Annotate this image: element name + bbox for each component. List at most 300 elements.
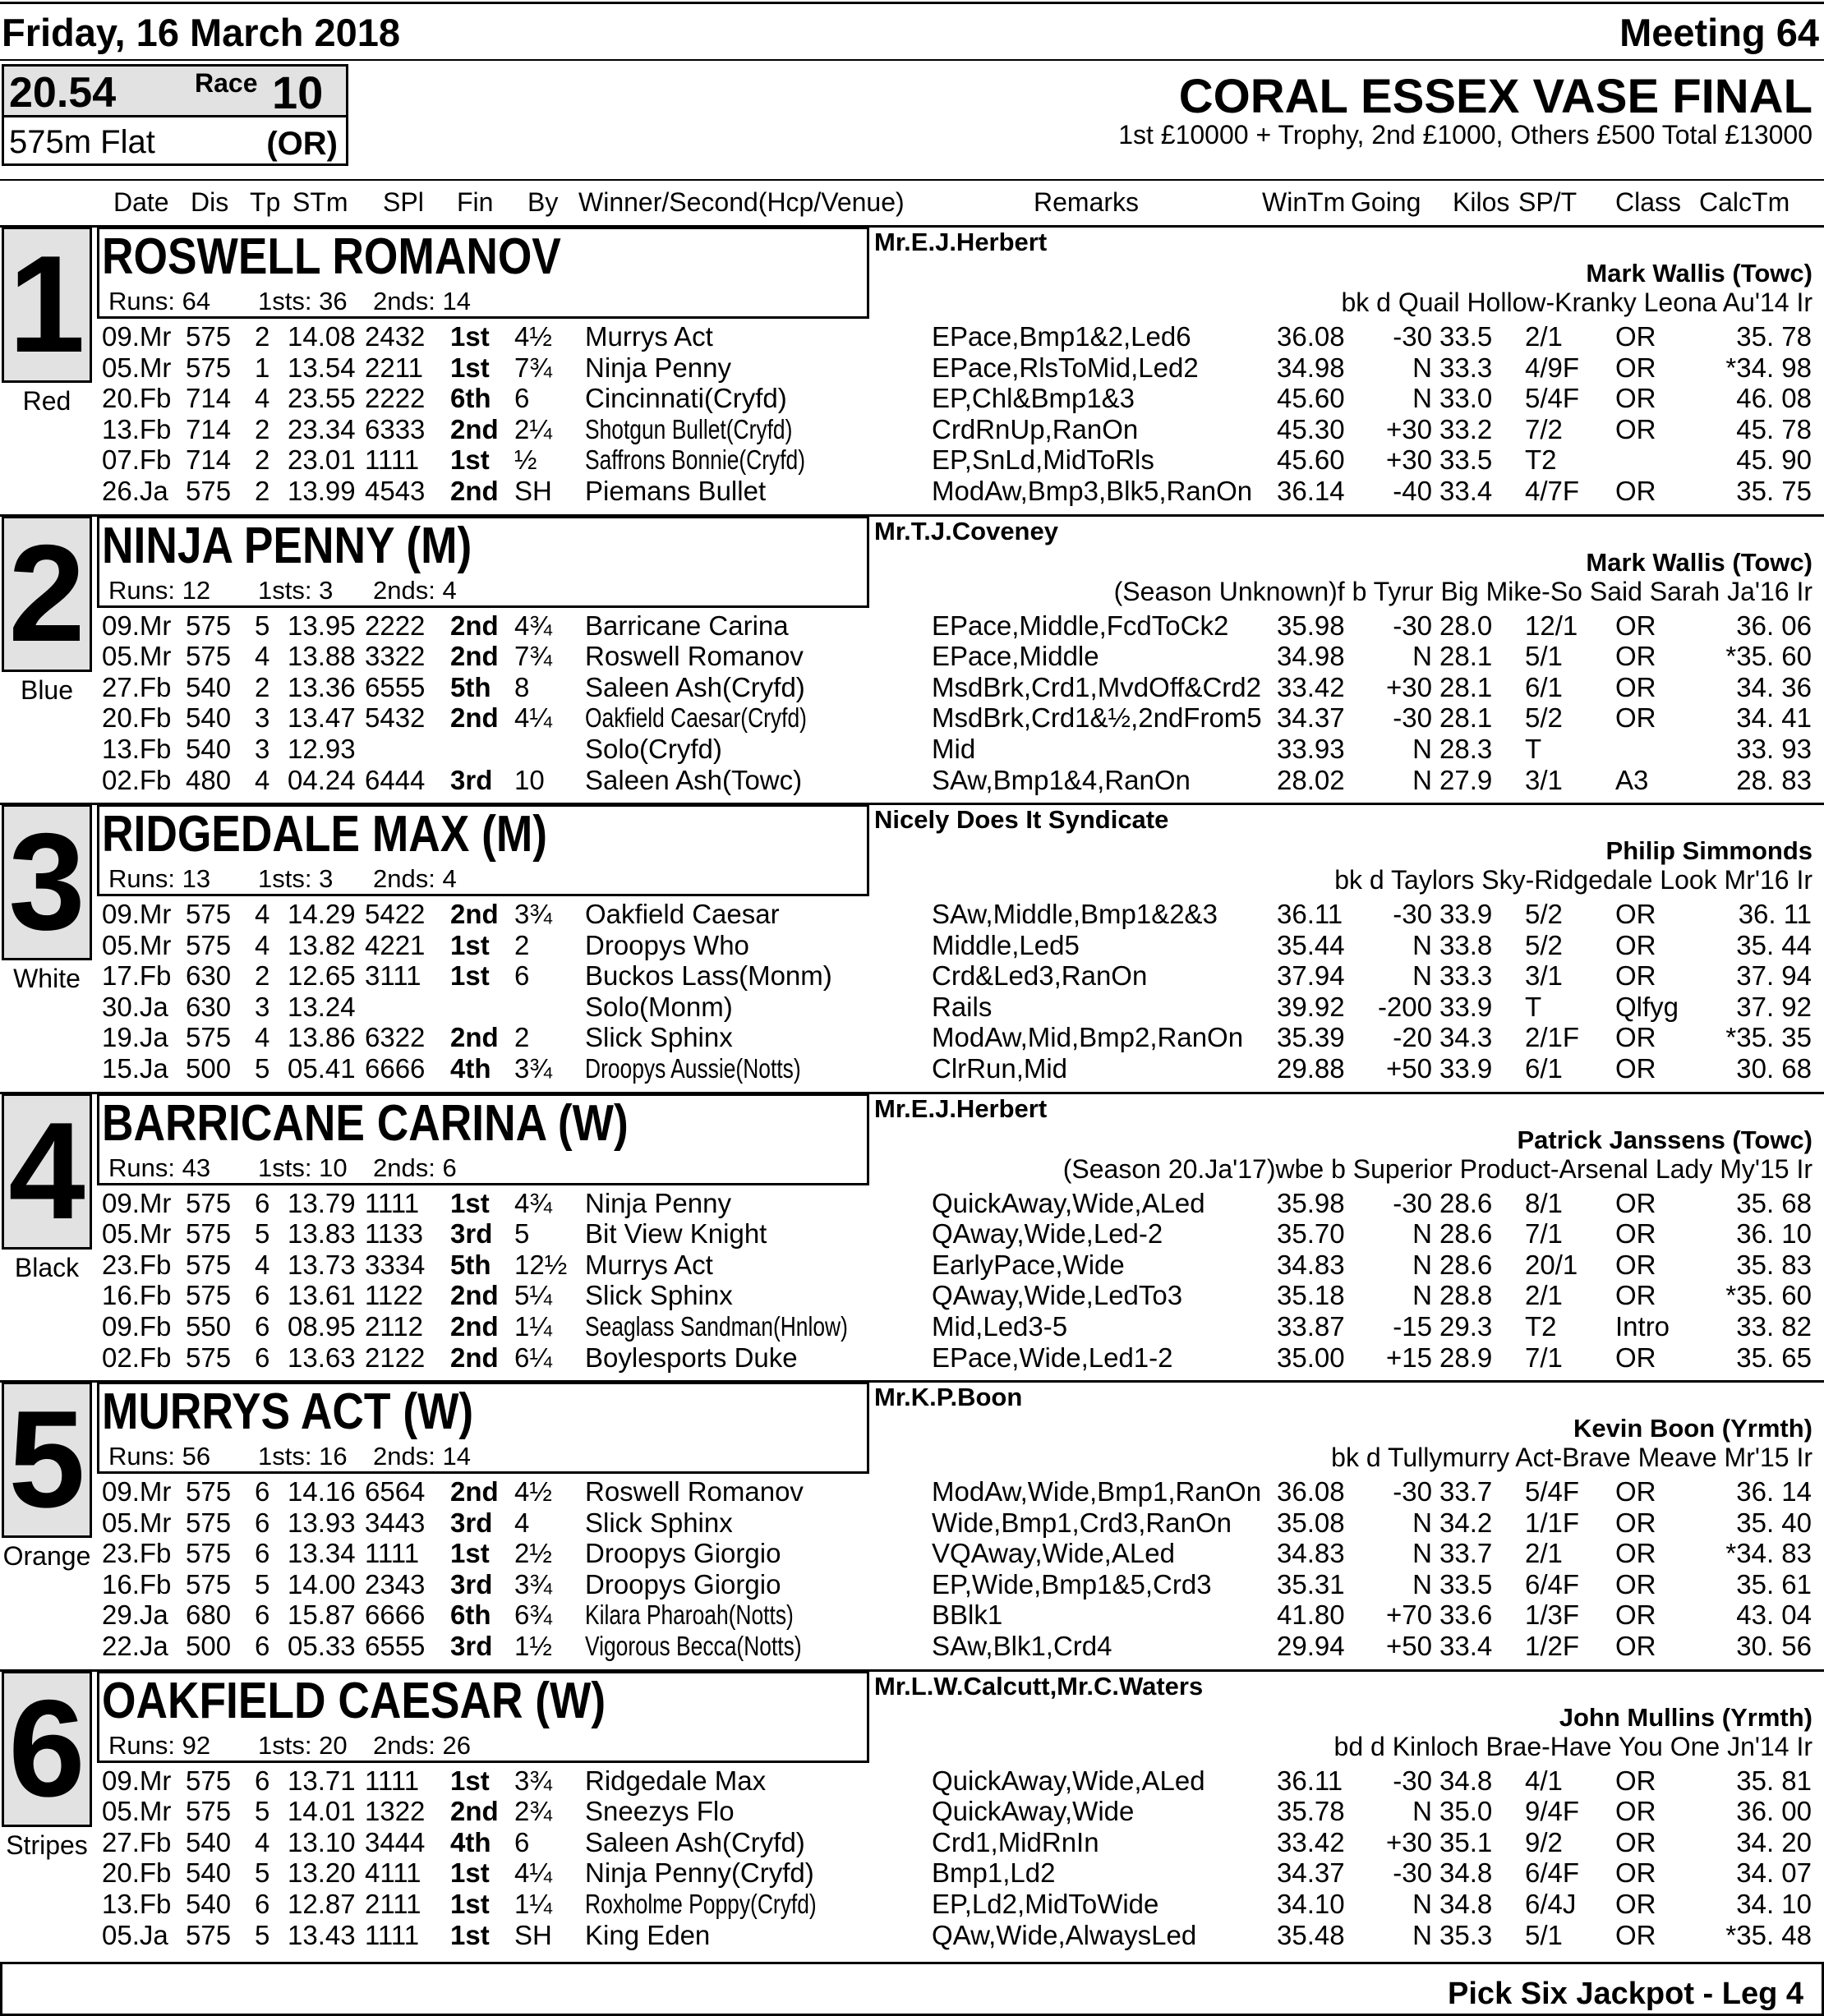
form-calctm: 36. 11 <box>1738 899 1812 929</box>
form-class: A3 <box>1615 764 1649 795</box>
form-wintm: 35.98 <box>1277 1187 1345 1218</box>
form-row <box>0 672 1824 702</box>
form-fin: 3rd <box>450 1507 493 1538</box>
form-remarks: BBlk1 <box>932 1599 1003 1631</box>
form-dis: 540 <box>186 733 232 764</box>
col-spl: SPl <box>383 187 424 217</box>
firsts-count: 1sts: 36 <box>258 287 348 315</box>
form-class: OR <box>1615 1857 1656 1889</box>
form-dis: 550 <box>186 1310 232 1342</box>
breeding: bd d Kinloch Brae-Have You One Jn'14 Ir <box>1333 1731 1812 1761</box>
form-dis: 575 <box>186 352 232 383</box>
form-winner: Slick Sphinx <box>585 1022 733 1053</box>
seconds-count: 2nds: 14 <box>373 1442 471 1471</box>
form-calctm: 33. 93 <box>1736 733 1812 764</box>
form-spt: 12/1 <box>1525 610 1578 641</box>
form-spl: 6564 <box>365 1476 426 1507</box>
form-calctm: 37. 94 <box>1736 960 1812 992</box>
form-going: +30 <box>1386 444 1432 476</box>
form-tp: 2 <box>255 476 270 506</box>
form-winner: Droopys Aussie(Notts) <box>585 1053 801 1084</box>
form-kilos: 28.1 <box>1439 641 1493 672</box>
form-row <box>0 1599 1824 1630</box>
form-by: 4¾ <box>514 1187 552 1218</box>
form-fin: 1st <box>450 352 490 383</box>
form-dis: 575 <box>186 1765 232 1796</box>
form-wintm: 35.31 <box>1277 1568 1345 1599</box>
form-spl: 5432 <box>365 702 426 734</box>
form-tp: 6 <box>255 1310 270 1342</box>
runs-count: Runs: 92 <box>108 1730 211 1760</box>
form-calctm: 34. 10 <box>1736 1888 1812 1919</box>
form-fin: 1st <box>450 321 490 352</box>
form-going: N <box>1412 383 1432 414</box>
form-stm: 05.33 <box>288 1631 356 1661</box>
form-class: OR <box>1615 352 1656 383</box>
form-winner: Cincinnati(Cryfd) <box>585 383 787 414</box>
form-row <box>0 992 1824 1022</box>
form-fin: 2nd <box>450 1796 499 1827</box>
form-dis: 540 <box>186 702 232 734</box>
form-winner: Saleen Ash(Cryfd) <box>585 1826 805 1857</box>
form-stm: 13.54 <box>288 352 356 383</box>
form-row <box>0 1796 1824 1826</box>
race-label: Race <box>195 68 258 98</box>
form-remarks: Rails <box>932 991 993 1022</box>
form-dis: 540 <box>186 671 232 702</box>
form-by: 1¼ <box>514 1888 552 1919</box>
form-spt: T <box>1525 991 1542 1022</box>
form-winner: Ninja Penny <box>585 352 731 383</box>
form-going: +30 <box>1386 1826 1432 1857</box>
form-by: 5¼ <box>514 1280 552 1311</box>
form-calctm: 35. 68 <box>1736 1187 1812 1218</box>
form-wintm: 29.94 <box>1277 1631 1345 1661</box>
form-winner: Vigorous Becca(Notts) <box>585 1631 802 1661</box>
form-kilos: 33.6 <box>1439 1599 1493 1631</box>
form-wintm: 36.14 <box>1277 476 1345 506</box>
form-remarks: QAw,Wide,AlwaysLed <box>932 1919 1197 1950</box>
form-spl: 4543 <box>365 476 426 506</box>
trap-number: 1 <box>8 227 85 381</box>
form-by: 12½ <box>514 1249 568 1280</box>
form-kilos: 34.8 <box>1439 1857 1493 1889</box>
form-winner: Ninja Penny <box>585 1187 731 1218</box>
breeding: (Season 20.Ja'17)wbe b Superior Product-Arsenal Lady My'15 Ir <box>1062 1153 1812 1184</box>
firsts-count: 1sts: 10 <box>258 1153 348 1182</box>
form-going: +50 <box>1386 1053 1432 1084</box>
col-spt: SP/T <box>1518 187 1578 217</box>
form-dis: 575 <box>186 610 232 641</box>
form-class: OR <box>1615 1631 1656 1661</box>
form-dis: 575 <box>186 476 232 506</box>
form-kilos: 33.9 <box>1439 899 1493 929</box>
form-fin: 1st <box>450 444 490 476</box>
form-calctm: 37. 92 <box>1736 991 1812 1022</box>
trap-colour: Stripes <box>6 1830 88 1860</box>
form-calctm: 35. 61 <box>1736 1568 1812 1599</box>
form-kilos: 33.3 <box>1439 352 1493 383</box>
form-spl: 6322 <box>365 1022 426 1053</box>
form-spt: 7/1 <box>1525 1218 1563 1250</box>
form-tp: 6 <box>255 1599 270 1631</box>
form-calctm: *35. 48 <box>1725 1919 1812 1950</box>
form-tp: 6 <box>255 1888 270 1919</box>
seconds-count: 2nds: 4 <box>373 864 457 893</box>
footer-box <box>0 1962 1824 2016</box>
form-going: N <box>1412 929 1432 960</box>
form-class: OR <box>1615 1507 1656 1538</box>
form-dis: 630 <box>186 991 232 1022</box>
form-wintm: 36.11 <box>1277 1765 1343 1796</box>
runs-count: Runs: 12 <box>108 575 211 605</box>
form-spl: 3111 <box>365 960 421 992</box>
form-row <box>0 1765 1824 1796</box>
form-spt: 2/1 <box>1525 321 1563 352</box>
form-wintm: 33.42 <box>1277 671 1345 702</box>
form-date: 16.Fb <box>102 1280 172 1311</box>
form-class: OR <box>1615 641 1656 672</box>
form-calctm: 36. 14 <box>1736 1476 1812 1507</box>
form-calctm: 36. 06 <box>1736 610 1812 641</box>
form-stm: 14.16 <box>288 1476 356 1507</box>
header-rule <box>0 59 1824 61</box>
form-fin: 5th <box>450 1249 491 1280</box>
form-row <box>0 1538 1824 1568</box>
form-stm: 05.41 <box>288 1053 356 1084</box>
form-going: N <box>1412 1919 1432 1950</box>
form-spt: 1/2F <box>1525 1631 1580 1661</box>
form-row <box>0 383 1824 413</box>
form-tp: 5 <box>255 1919 270 1950</box>
form-kilos: 33.5 <box>1439 1568 1493 1599</box>
form-spl: 3444 <box>365 1826 426 1857</box>
form-date: 20.Fb <box>102 1857 172 1889</box>
form-dis: 575 <box>186 1218 232 1250</box>
form-spt: 5/2 <box>1525 899 1563 929</box>
form-tp: 4 <box>255 383 270 414</box>
col-class: Class <box>1615 187 1682 217</box>
form-class: OR <box>1615 899 1656 929</box>
owner: Mr.E.J.Herbert <box>874 1093 1048 1123</box>
form-tp: 5 <box>255 1796 270 1827</box>
form-class: OR <box>1615 702 1656 734</box>
dog-name: ROSWELL ROMANOV <box>102 228 561 285</box>
form-spl: 6666 <box>365 1053 426 1084</box>
form-stm: 14.08 <box>288 321 356 352</box>
form-row <box>0 444 1824 475</box>
form-spl: 1133 <box>365 1218 423 1250</box>
firsts-count: 1sts: 3 <box>258 864 334 893</box>
form-going: -20 <box>1393 1022 1432 1053</box>
form-by: 4¼ <box>514 702 552 734</box>
form-stm: 14.29 <box>288 899 356 929</box>
form-row <box>0 476 1824 506</box>
form-going: N <box>1412 1538 1432 1569</box>
col-remarks: Remarks <box>1034 187 1140 217</box>
form-spt: T2 <box>1525 1310 1557 1342</box>
trap-number: 5 <box>8 1382 85 1536</box>
form-calctm: 46. 08 <box>1736 383 1812 414</box>
form-date: 29.Ja <box>102 1599 168 1631</box>
race-number: 10 <box>272 67 324 118</box>
owner: Mr.L.W.Calcutt,Mr.C.Waters <box>874 1671 1204 1701</box>
form-by: 2 <box>514 929 530 960</box>
form-stm: 14.01 <box>288 1796 356 1827</box>
form-spl: 2122 <box>365 1342 426 1373</box>
form-dis: 714 <box>186 383 232 414</box>
form-calctm: 43. 04 <box>1736 1599 1812 1631</box>
form-spl: 2111 <box>365 1888 421 1919</box>
form-fin: 2nd <box>450 1022 499 1053</box>
form-going: +30 <box>1386 671 1432 702</box>
form-kilos: 33.4 <box>1439 1631 1493 1661</box>
form-stm: 04.24 <box>288 764 356 795</box>
form-winner: Ridgedale Max <box>585 1765 767 1796</box>
form-tp: 4 <box>255 1249 270 1280</box>
form-wintm: 34.37 <box>1277 702 1345 734</box>
form-spt: T <box>1525 733 1542 764</box>
form-calctm: 36. 00 <box>1736 1796 1812 1827</box>
form-row <box>0 960 1824 991</box>
form-dis: 575 <box>186 1796 232 1827</box>
form-by: 5 <box>514 1218 530 1250</box>
form-spt: 3/1 <box>1525 764 1563 795</box>
owner: Mr.T.J.Coveney <box>874 516 1058 545</box>
form-winner: King Eden <box>585 1919 711 1950</box>
form-spt: 5/2 <box>1525 702 1563 734</box>
form-remarks: EP,Ld2,MidToWide <box>932 1888 1159 1919</box>
form-remarks: EPace,RlsToMid,Led2 <box>932 352 1199 383</box>
form-kilos: 33.3 <box>1439 960 1493 992</box>
form-row <box>0 1053 1824 1084</box>
breeding: bk d Taylors Sky-Ridgedale Look Mr'16 Ir <box>1334 865 1812 895</box>
form-remarks: ModAw,Wide,Bmp1,RanOn <box>932 1476 1262 1507</box>
form-kilos: 34.8 <box>1439 1888 1493 1919</box>
form-dis: 575 <box>186 1022 232 1053</box>
form-fin: 2nd <box>450 1310 499 1342</box>
form-winner: Roswell Romanov <box>585 1476 804 1507</box>
footer-text: Pick Six Jackpot - Leg 4 <box>1448 1977 1803 2011</box>
form-row <box>0 1631 1824 1661</box>
form-winner: Boylesports Duke <box>585 1342 798 1373</box>
form-tp: 6 <box>255 1476 270 1507</box>
form-winner: Slick Sphinx <box>585 1280 733 1311</box>
form-calctm: *35. 35 <box>1725 1022 1812 1053</box>
form-tp: 5 <box>255 1857 270 1889</box>
form-spt: T2 <box>1525 444 1557 476</box>
form-calctm: *35. 60 <box>1725 641 1812 672</box>
form-by: ½ <box>514 444 537 476</box>
form-calctm: 28. 83 <box>1736 764 1812 795</box>
form-stm: 13.73 <box>288 1249 356 1280</box>
trainer: Patrick Janssens (Towc) <box>1517 1125 1812 1154</box>
top-rule <box>0 2 1824 4</box>
form-dis: 575 <box>186 929 232 960</box>
form-dis: 540 <box>186 1826 232 1857</box>
form-kilos: 27.9 <box>1439 764 1493 795</box>
owner: Mr.K.P.Boon <box>874 1383 1023 1411</box>
form-row <box>0 1507 1824 1538</box>
form-stm: 08.95 <box>288 1310 356 1342</box>
form-date: 27.Fb <box>102 1826 172 1857</box>
form-kilos: 33.9 <box>1439 991 1493 1022</box>
form-fin: 6th <box>450 383 491 414</box>
form-tp: 5 <box>255 610 270 641</box>
form-spt: 9/2 <box>1525 1826 1563 1857</box>
form-by: 6¾ <box>514 1599 552 1631</box>
form-tp: 4 <box>255 1826 270 1857</box>
form-wintm: 35.78 <box>1277 1796 1345 1827</box>
form-class: OR <box>1615 1919 1656 1950</box>
form-by: 3¾ <box>514 899 552 929</box>
form-remarks: CrdRnUp,RanOn <box>932 413 1139 444</box>
form-winner: Droopys Giorgio <box>585 1568 781 1599</box>
runs-count: Runs: 64 <box>108 287 211 315</box>
form-remarks: EP,Wide,Bmp1&5,Crd3 <box>932 1568 1212 1599</box>
trap-colour: White <box>13 964 81 993</box>
form-calctm: 45. 90 <box>1736 444 1812 476</box>
form-spt: 4/9F <box>1525 352 1580 383</box>
form-fin: 6th <box>450 1599 491 1631</box>
form-going: -200 <box>1377 991 1432 1022</box>
form-date: 09.Mr <box>102 610 172 641</box>
form-winner: Buckos Lass(Monm) <box>585 960 832 992</box>
form-going: -30 <box>1393 1857 1432 1889</box>
form-stm: 13.99 <box>288 476 356 506</box>
form-wintm: 35.00 <box>1277 1342 1345 1373</box>
form-spt: 5/2 <box>1525 929 1563 960</box>
form-stm: 13.63 <box>288 1342 356 1373</box>
form-kilos: 33.4 <box>1439 476 1493 506</box>
form-row <box>0 899 1824 929</box>
form-going: N <box>1412 1280 1432 1311</box>
form-remarks: Mid,Led3-5 <box>932 1310 1068 1342</box>
form-by: 2¾ <box>514 1796 552 1827</box>
form-class: OR <box>1615 1342 1656 1373</box>
form-tp: 2 <box>255 444 270 476</box>
form-going: -40 <box>1393 476 1432 506</box>
form-fin: 2nd <box>450 899 499 929</box>
form-fin: 5th <box>450 671 491 702</box>
form-fin: 1st <box>450 1919 490 1950</box>
form-wintm: 35.98 <box>1277 610 1345 641</box>
form-wintm: 33.87 <box>1277 1310 1345 1342</box>
form-fin: 2nd <box>450 1342 499 1373</box>
form-date: 09.Mr <box>102 1187 172 1218</box>
form-fin: 4th <box>450 1826 491 1857</box>
form-tp: 5 <box>255 1053 270 1084</box>
form-row <box>0 930 1824 960</box>
form-kilos: 33.7 <box>1439 1538 1493 1569</box>
form-dis: 714 <box>186 413 232 444</box>
form-dis: 714 <box>186 444 232 476</box>
form-row <box>0 1311 1824 1342</box>
form-kilos: 34.3 <box>1439 1022 1493 1053</box>
form-remarks: QAway,Wide,LedTo3 <box>932 1280 1183 1311</box>
form-wintm: 33.42 <box>1277 1826 1345 1857</box>
form-tp: 4 <box>255 929 270 960</box>
form-stm: 13.36 <box>288 671 356 702</box>
form-spt: 8/1 <box>1525 1187 1563 1218</box>
form-going: +50 <box>1386 1631 1432 1661</box>
form-remarks: EPace,Middle <box>932 641 1099 672</box>
col-kilos: Kilos <box>1453 187 1510 217</box>
form-class: OR <box>1615 1476 1656 1507</box>
form-date: 02.Fb <box>102 1342 172 1373</box>
form-calctm: 36. 10 <box>1736 1218 1812 1250</box>
col-by: By <box>527 187 559 217</box>
form-remarks: QuickAway,Wide <box>932 1796 1135 1827</box>
form-wintm: 29.88 <box>1277 1053 1345 1084</box>
form-spt: 3/1 <box>1525 960 1563 992</box>
form-dis: 540 <box>186 1857 232 1889</box>
meeting-number: Meeting 64 <box>1619 11 1819 54</box>
trainer: John Mullins (Yrmth) <box>1559 1702 1812 1732</box>
form-calctm: 34. 07 <box>1736 1857 1812 1889</box>
form-date: 13.Fb <box>102 413 172 444</box>
form-row <box>0 1250 1824 1280</box>
form-going: N <box>1412 1507 1432 1538</box>
form-date: 15.Ja <box>102 1053 168 1084</box>
form-by: 2 <box>514 1022 530 1053</box>
form-dis: 575 <box>186 1476 232 1507</box>
form-class: OR <box>1615 1249 1656 1280</box>
form-tp: 6 <box>255 1538 270 1569</box>
form-dis: 575 <box>186 899 232 929</box>
form-stm: 12.65 <box>288 960 356 992</box>
form-row <box>0 702 1824 733</box>
form-date: 16.Fb <box>102 1568 172 1599</box>
form-wintm: 35.18 <box>1277 1280 1345 1311</box>
form-by: 4¾ <box>514 610 552 641</box>
form-dis: 575 <box>186 321 232 352</box>
dog-name: RIDGEDALE MAX (M) <box>102 806 548 863</box>
form-stm: 13.61 <box>288 1280 356 1311</box>
form-calctm: *35. 60 <box>1725 1280 1812 1311</box>
trap-colour: Blue <box>20 674 74 705</box>
form-by: 6 <box>514 960 530 992</box>
form-date: 02.Fb <box>102 764 172 795</box>
breeding: bk d Quail Hollow-Kranky Leona Au'14 Ir <box>1341 288 1812 317</box>
form-winner: Murrys Act <box>585 321 713 352</box>
form-wintm: 35.08 <box>1277 1507 1345 1538</box>
form-kilos: 33.0 <box>1439 383 1493 414</box>
form-winner: Seaglass Sandman(Hnlow) <box>585 1310 848 1342</box>
form-remarks: EPace,Middle,FcdToCk2 <box>932 610 1229 641</box>
form-spl: 2343 <box>365 1568 426 1599</box>
form-remarks: VQAway,Wide,ALed <box>932 1538 1175 1569</box>
form-row <box>0 1476 1824 1507</box>
form-wintm: 33.93 <box>1277 733 1345 764</box>
form-calctm: *34. 98 <box>1725 352 1812 383</box>
form-stm: 15.87 <box>288 1599 356 1631</box>
form-spt: 4/1 <box>1525 1765 1563 1796</box>
form-date: 09.Mr <box>102 899 172 929</box>
form-going: +30 <box>1386 413 1432 444</box>
form-class: OR <box>1615 1599 1656 1631</box>
form-date: 05.Mr <box>102 1796 172 1827</box>
form-remarks: Bmp1,Ld2 <box>932 1857 1056 1889</box>
form-class: OR <box>1615 476 1656 506</box>
firsts-count: 1sts: 16 <box>258 1442 348 1471</box>
col-stm: STm <box>292 187 348 217</box>
form-tp: 3 <box>255 733 270 764</box>
runs-count: Runs: 56 <box>108 1442 211 1471</box>
form-winner: Roswell Romanov <box>585 641 804 672</box>
form-dis: 575 <box>186 1280 232 1311</box>
form-remarks: EPace,Wide,Led1-2 <box>932 1342 1173 1373</box>
